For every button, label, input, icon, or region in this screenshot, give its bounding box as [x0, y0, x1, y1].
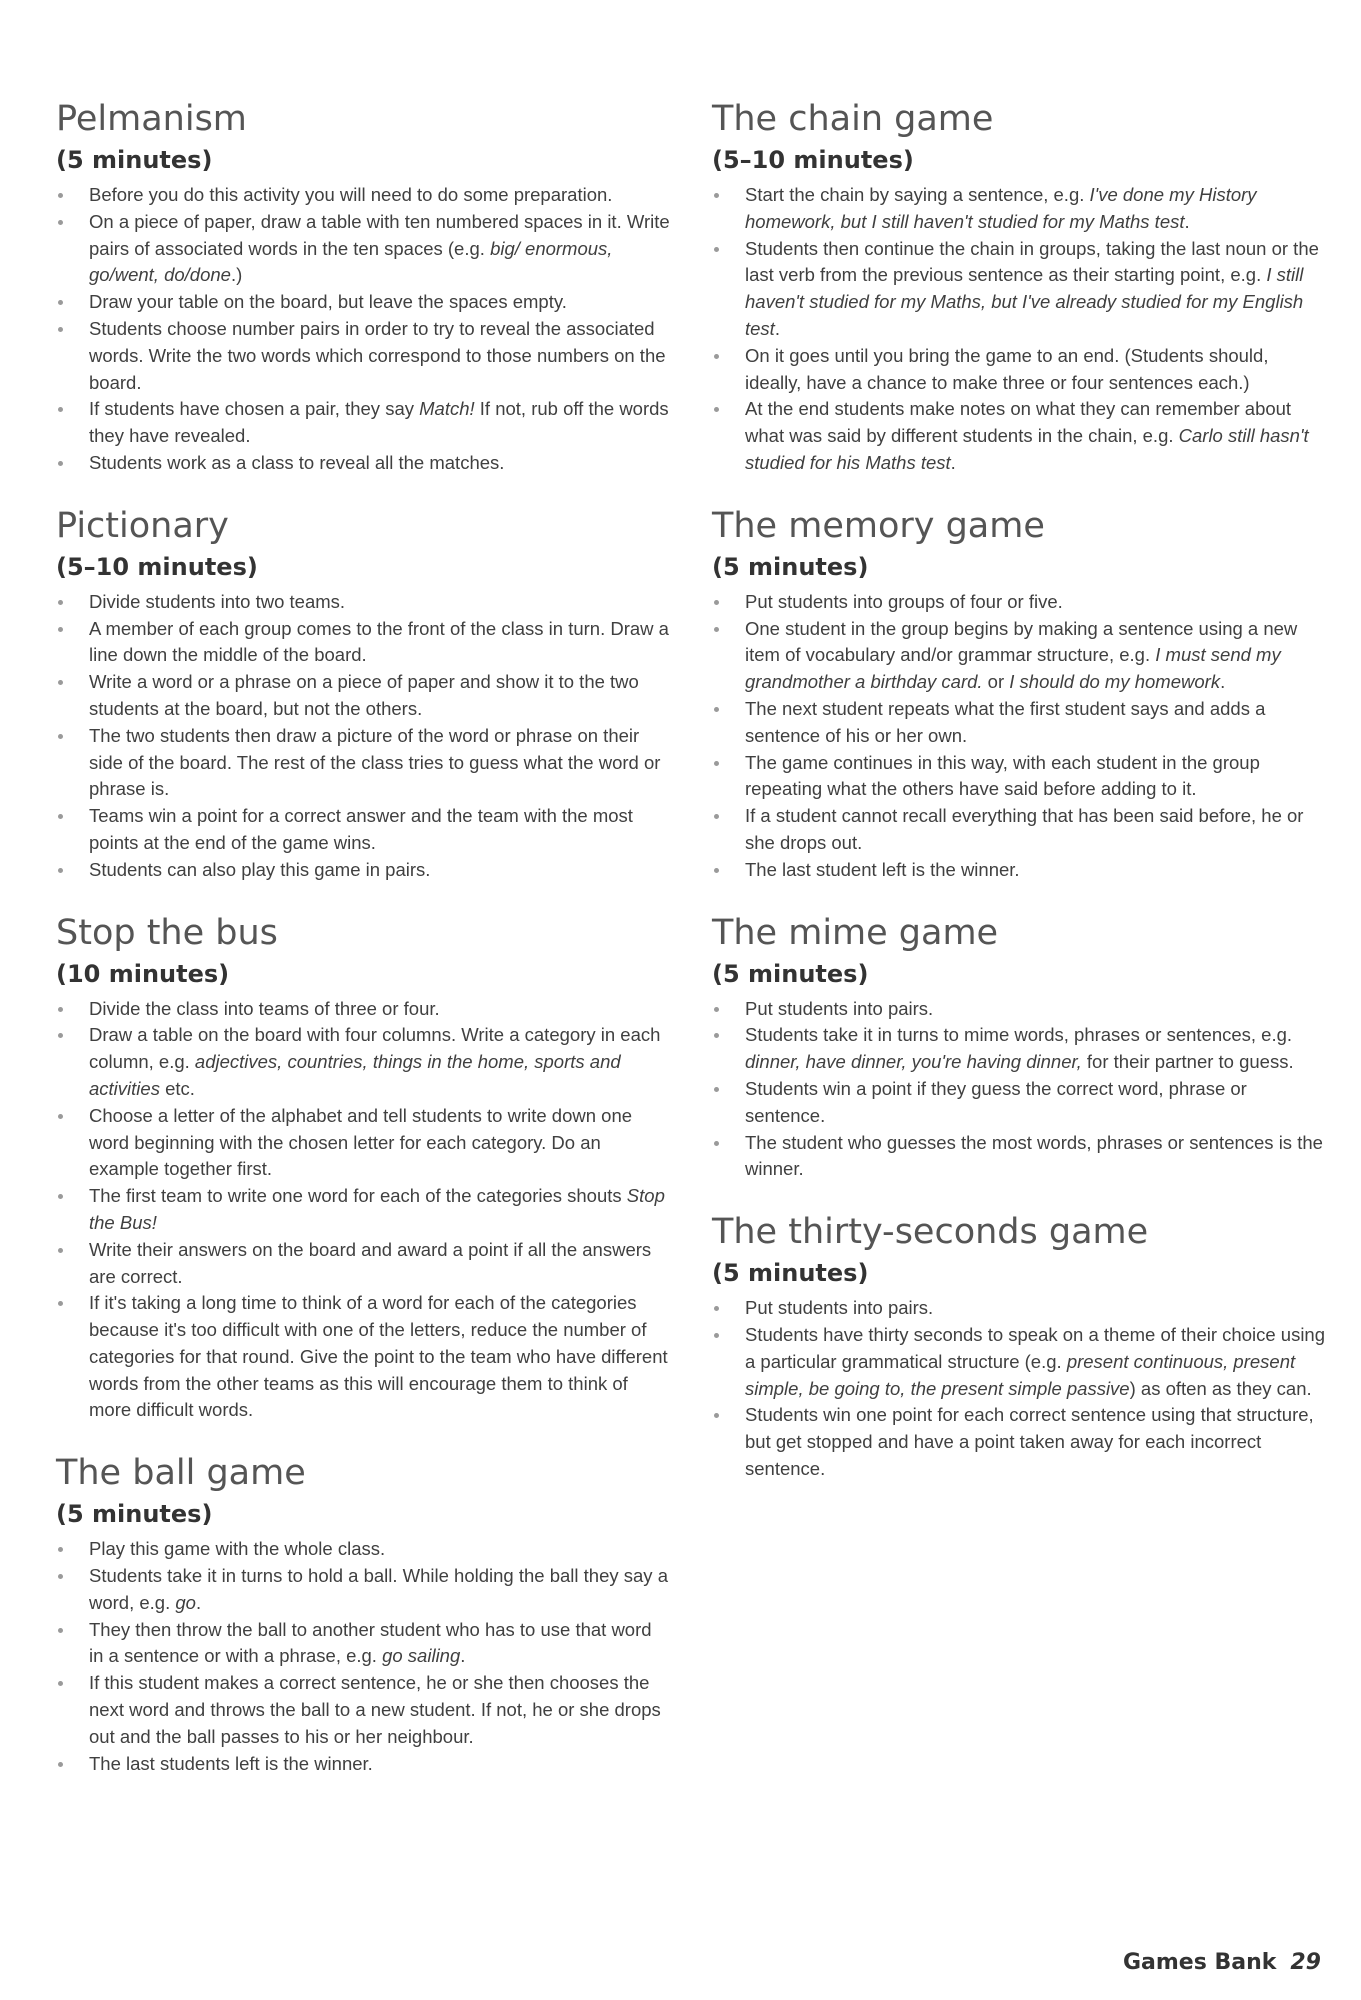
instruction-list [56, 1536, 671, 1777]
instruction-item: On a piece of paper, draw a table with ten numbered spaces in it. Write pairs of associated words in the ten spaces (e.g. big/ enormous, go/went, do/done.) [56, 209, 671, 289]
instruction-list [712, 589, 1327, 884]
instruction-item: The last student left is the winner. [712, 857, 1327, 884]
instruction-item: Put students into pairs. [712, 996, 1327, 1023]
activity-title: The memory game [712, 505, 1045, 546]
instruction-item: Start the chain by saying a sentence, e.g. I've done my History homework, but I still haven't studied for my Maths test. [712, 182, 1327, 236]
instruction-item: Students work as a class to reveal all the matches. [56, 450, 671, 477]
activity-duration: (5 minutes) [712, 959, 869, 988]
instruction-item: If it's taking a long time to think of a word for each of the categories because it's too difficult with one of the letters, reduce the number of categories for that round. Give the point to the team who have different words from the other teams as this will encourage them to think of more difficult words. [56, 1290, 671, 1424]
instruction-list [712, 996, 1327, 1184]
activity-section [56, 505, 671, 884]
instruction-item: Choose a letter of the alphabet and tell students to write down one word beginning with the chosen letter for each category. Do an example together first. [56, 1103, 671, 1183]
activity-section [712, 912, 1327, 1184]
instruction-list [56, 182, 671, 477]
page-footer [1123, 1950, 1321, 1975]
activity-duration: (5–10 minutes) [56, 552, 258, 581]
activity-duration: (5 minutes) [56, 1500, 213, 1529]
activity-duration: (5 minutes) [56, 146, 213, 174]
activity-title: The thirty-seconds game [712, 1212, 1149, 1253]
instruction-item: Play this game with the whole class. [56, 1536, 671, 1563]
instruction-item: At the end students make notes on what they can remember about what was said by different students in the chain, e.g. Carlo still hasn't studied for his Maths test. [712, 396, 1327, 476]
instruction-item: One student in the group begins by making a sentence using a new item of vocabulary and/or grammar structure, e.g. I must send my grandmother a birthday card. or I should do my homework. [712, 616, 1327, 696]
instruction-item: Write a word or a phrase on a piece of paper and show it to the two students at the board, but not the others. [56, 669, 671, 723]
instruction-item: The student who guesses the most words, phrases or sentences is the winner. [712, 1130, 1327, 1184]
instruction-list [712, 182, 1327, 477]
instruction-item: Put students into pairs. [712, 1295, 1327, 1322]
instruction-item: On it goes until you bring the game to an end. (Students should, ideally, have a chance to make three or four sentences each.) [712, 343, 1327, 397]
instruction-item: Students then continue the chain in groups, taking the last noun or the last verb from the previous sentence as their starting point, e.g. I still haven't studied for my Maths, but I've already studied for my English test. [712, 236, 1327, 343]
instruction-item: The two students then draw a picture of the word or phrase on their side of the board. The rest of the class tries to guess what the word or phrase is. [56, 723, 671, 803]
instruction-item: If students have chosen a pair, they say Match! If not, rub off the words they have revealed. [56, 396, 671, 450]
instruction-list [712, 1295, 1327, 1483]
instruction-item: Teams win a point for a correct answer and the team with the most points at the end of the game wins. [56, 803, 671, 857]
instruction-list [56, 996, 671, 1425]
instruction-list [56, 589, 671, 884]
instruction-item: Students take it in turns to hold a ball. While holding the ball they say a word, e.g. go. [56, 1563, 671, 1617]
instruction-item: Write their answers on the board and award a point if all the answers are correct. [56, 1237, 671, 1291]
activity-duration: (5–10 minutes) [712, 146, 914, 174]
instruction-item: Students can also play this game in pairs. [56, 857, 671, 884]
activity-title: The mime game [712, 912, 999, 953]
activity-title: Pelmanism [56, 99, 247, 139]
activity-section [712, 1211, 1327, 1483]
instruction-item: Before you do this activity you will need to do some preparation. [56, 182, 671, 209]
activity-section [56, 912, 671, 1425]
activity-section [56, 98, 671, 477]
instruction-item: The game continues in this way, with each student in the group repeating what the others have said before adding to it. [712, 750, 1327, 804]
instruction-item: Draw a table on the board with four columns. Write a category in each column, e.g. adjectives, countries, things in the home, sports and activities etc. [56, 1022, 671, 1102]
activity-section [712, 505, 1327, 884]
footer-label: Games Bank [1122, 1950, 1277, 1975]
activity-duration: (10 minutes) [56, 959, 230, 988]
page-number: 29 [1290, 1950, 1321, 1975]
instruction-item: They then throw the ball to another student who has to use that word in a sentence or with a phrase, e.g. go sailing. [56, 1617, 671, 1671]
left-column [56, 98, 671, 1805]
instruction-item: Students have thirty seconds to speak on a theme of their choice using a particular grammatical structure (e.g. present continuous, present simple, be going to, the present simple passive) as often as they can. [712, 1322, 1327, 1402]
activity-duration: (5 minutes) [712, 552, 869, 581]
activity-title: The ball game [56, 1453, 306, 1494]
instruction-item: Put students into groups of four or five. [712, 589, 1327, 616]
activity-title: Pictionary [56, 505, 229, 546]
instruction-item: Students take it in turns to mime words, phrases or sentences, e.g. dinner, have dinner, you're having dinner, for their partner to guess. [712, 1022, 1327, 1076]
activity-section [56, 1452, 671, 1777]
activity-duration: (5 minutes) [712, 1259, 869, 1288]
instruction-item: The first team to write one word for each of the categories shouts Stop the Bus! [56, 1183, 671, 1237]
instruction-item: Students choose number pairs in order to try to reveal the associated words. Write the two words which correspond to those numbers on the board. [56, 316, 671, 396]
instruction-item: If this student makes a correct sentence, he or she then chooses the next word and throws the ball to a new student. If not, he or she drops out and the ball passes to his or her neighbour. [56, 1670, 671, 1750]
activity-title: The chain game [712, 99, 994, 139]
instruction-item: Divide the class into teams of three or four. [56, 996, 671, 1023]
instruction-item: Students win one point for each correct sentence using that structure, but get stopped and have a point taken away for each incorrect sentence. [712, 1402, 1327, 1482]
instruction-item: The last students left is the winner. [56, 1751, 671, 1778]
right-column [712, 98, 1327, 1511]
activity-section [712, 98, 1327, 477]
instruction-item: If a student cannot recall everything that has been said before, he or she drops out. [712, 803, 1327, 857]
activity-title: Stop the bus [56, 912, 278, 953]
instruction-item: Divide students into two teams. [56, 589, 671, 616]
instruction-item: Draw your table on the board, but leave the spaces empty. [56, 289, 671, 316]
instruction-item: The next student repeats what the first student says and adds a sentence of his or her own. [712, 696, 1327, 750]
instruction-item: Students win a point if they guess the correct word, phrase or sentence. [712, 1076, 1327, 1130]
instruction-item: A member of each group comes to the front of the class in turn. Draw a line down the middle of the board. [56, 616, 671, 670]
